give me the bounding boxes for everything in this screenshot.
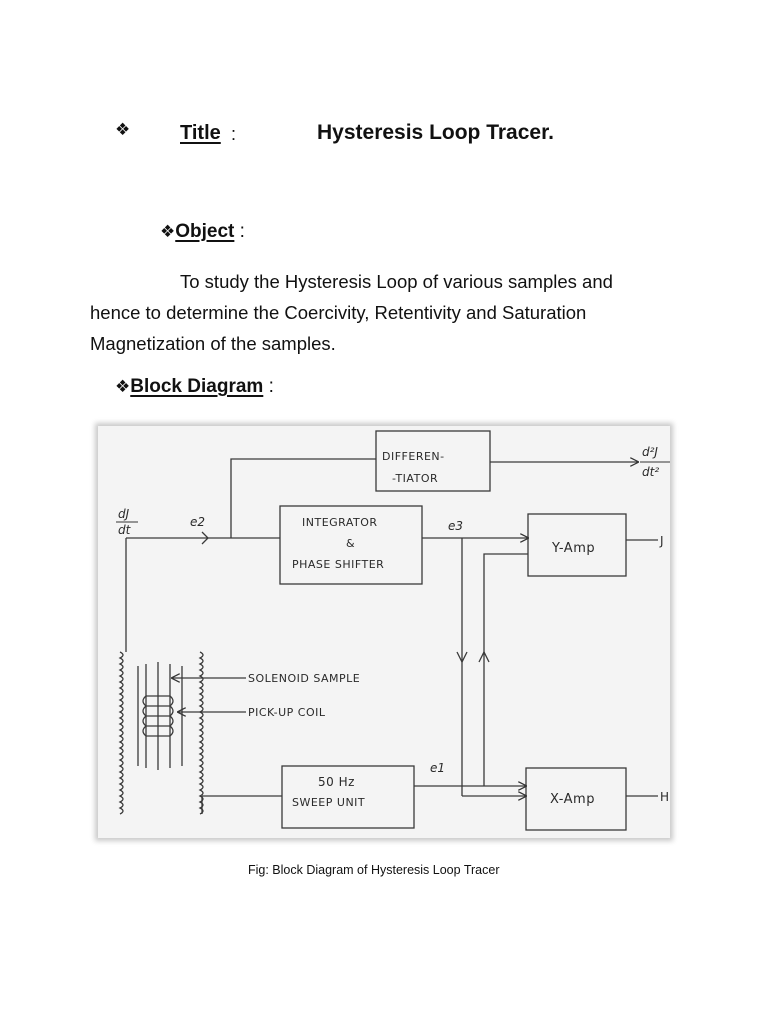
- sweep-unit-label-line1: 50 Hz: [318, 775, 355, 789]
- second-derivative-denominator: dt²: [642, 465, 660, 479]
- paragraph-line: Magnetization of the samples.: [90, 333, 336, 354]
- page-title: Hysteresis Loop Tracer.: [317, 121, 554, 144]
- integrator-label-line2: &: [346, 537, 356, 550]
- e2-label: e2: [190, 515, 206, 529]
- object-colon: :: [239, 221, 245, 242]
- block-diagram-svg: [98, 426, 670, 838]
- block-diagram-bullet-icon: ❖: [115, 377, 131, 397]
- paragraph-line: To study the Hysteresis Loop of various samples and: [180, 271, 613, 292]
- object-paragraph: [90, 266, 690, 359]
- differentiator-label-line2: -TIATOR: [392, 472, 439, 485]
- object-heading-label: Object: [175, 221, 235, 242]
- block-diagram-figure: [98, 426, 670, 838]
- figure-caption: Fig: Block Diagram of Hysteresis Loop Tracer: [248, 863, 500, 877]
- solenoid-sample-label: SOLENOID SAMPLE: [248, 672, 361, 685]
- sweep-unit-label-line2: SWEEP UNIT: [292, 796, 366, 809]
- object-bullet-icon: ❖: [160, 222, 176, 242]
- left-coil: [120, 652, 123, 814]
- input-signal-numerator: dJ: [118, 507, 130, 521]
- input-signal-denominator: dt: [118, 523, 131, 537]
- block-diagram-heading: [115, 376, 274, 398]
- x-amp-label: X-Amp: [550, 792, 595, 807]
- integrator-label-line3: PHASE SHIFTER: [292, 558, 385, 571]
- y-amp-label: Y-Amp: [552, 541, 596, 556]
- object-heading: [160, 221, 245, 243]
- right-coil: [200, 652, 203, 814]
- e3-label: e3: [448, 519, 464, 533]
- second-derivative-numerator: d²J: [642, 445, 658, 459]
- y-output-label: J: [660, 534, 664, 548]
- feed-up-line: [484, 554, 528, 786]
- pickup-coil-label: PICK-UP COIL: [248, 706, 326, 719]
- title-colon: :: [231, 124, 237, 144]
- block-diagram-heading-label: Block Diagram: [130, 376, 264, 397]
- title-bullet-icon: ❖: [115, 120, 131, 140]
- block-diagram-colon: :: [268, 376, 274, 397]
- differentiator-label-line1: DIFFEREN-: [382, 450, 445, 463]
- x-output-label: H: [660, 790, 670, 804]
- paragraph-line: hence to determine the Coercivity, Retentivity and Saturation: [90, 302, 587, 323]
- title-label: Title: [180, 122, 221, 144]
- e1-label: e1: [430, 761, 446, 775]
- integrator-label-line1: INTEGRATOR: [302, 516, 378, 529]
